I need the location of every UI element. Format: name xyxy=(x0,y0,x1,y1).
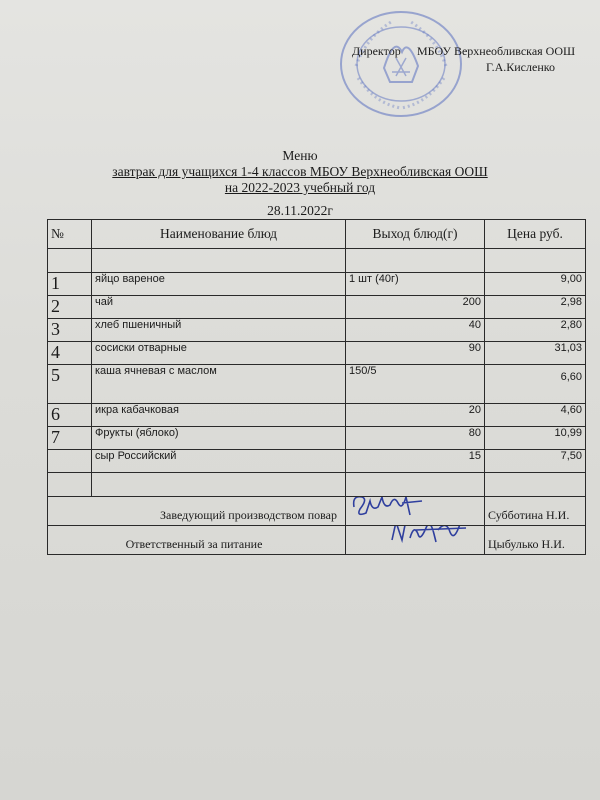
header-number: № xyxy=(48,220,92,249)
header-yield: Выход блюд(г) xyxy=(346,220,485,249)
table-row-empty xyxy=(48,473,586,497)
approval-role: Директор xyxy=(352,44,401,58)
approval-block xyxy=(352,43,582,75)
handwritten-signature xyxy=(386,526,476,549)
dish-price: 31,03 xyxy=(485,342,586,365)
row-number: 2 xyxy=(48,296,92,319)
table-row xyxy=(48,273,586,296)
dish-yield: 20 xyxy=(346,404,485,427)
signature-cell xyxy=(346,497,485,526)
dish-yield: 80 xyxy=(346,427,485,450)
signature-role: Ответственный за питание xyxy=(48,526,346,555)
table-header-row xyxy=(48,220,586,249)
dish-price: 2,98 xyxy=(485,296,586,319)
header-dish-name: Наименование блюд xyxy=(92,220,346,249)
dish-price: 10,99 xyxy=(485,427,586,450)
dish-yield: 40 xyxy=(346,319,485,342)
menu-date: 28.11.2022г xyxy=(267,203,333,218)
dish-name: хлеб пшеничный xyxy=(92,319,346,342)
table-row xyxy=(48,450,586,473)
dish-name: чай xyxy=(92,296,346,319)
row-number: 1 xyxy=(48,273,92,296)
signature-role: Заведующий производством повар xyxy=(48,497,346,526)
signature-name: Субботина Н.И. xyxy=(485,497,586,526)
row-number: 7 xyxy=(48,427,92,450)
dish-yield: 1 шт (40г) xyxy=(346,273,485,296)
row-number xyxy=(48,450,92,473)
dish-price: 6,60 xyxy=(485,365,586,404)
menu-table xyxy=(47,219,586,555)
table-row xyxy=(48,404,586,427)
signature-row xyxy=(48,526,586,555)
dish-name: сосиски отварные xyxy=(92,342,346,365)
dish-name: яйцо вареное xyxy=(92,273,346,296)
dish-name: каша ячневая с маслом xyxy=(92,365,346,404)
dish-name: икра кабачковая xyxy=(92,404,346,427)
dish-yield: 15 xyxy=(346,450,485,473)
menu-title-block xyxy=(0,148,600,219)
dish-yield: 90 xyxy=(346,342,485,365)
menu-title: Меню xyxy=(282,148,318,163)
dish-price: 9,00 xyxy=(485,273,586,296)
menu-subtitle-line1: завтрак для учащихся 1-4 классов МБОУ Верхнеобливская ООШ xyxy=(112,164,488,179)
row-number: 3 xyxy=(48,319,92,342)
signature-row xyxy=(48,497,586,526)
table-row-empty xyxy=(48,249,586,273)
row-number: 4 xyxy=(48,342,92,365)
dish-price: 2,80 xyxy=(485,319,586,342)
header-price: Цена руб. xyxy=(485,220,586,249)
approval-org: МБОУ Верхнеобливская ООШ xyxy=(417,44,576,58)
row-number: 5 xyxy=(48,365,92,404)
table-row xyxy=(48,319,586,342)
approval-name: Г.А.Кисленко xyxy=(486,60,555,74)
table-row xyxy=(48,365,586,404)
menu-subtitle-line2: на 2022-2023 учебный год xyxy=(224,180,376,195)
dish-name: Фрукты (яблоко) xyxy=(92,427,346,450)
table-row xyxy=(48,342,586,365)
signature-name: Цыбулько Н.И. xyxy=(485,526,586,555)
dish-price: 4,60 xyxy=(485,404,586,427)
dish-name: сыр Российский xyxy=(92,450,346,473)
row-number: 6 xyxy=(48,404,92,427)
handwritten-signature xyxy=(350,497,430,522)
dish-yield: 150/5 xyxy=(346,365,485,404)
dish-yield: 200 xyxy=(346,296,485,319)
table-row xyxy=(48,296,586,319)
table-row xyxy=(48,427,586,450)
dish-price: 7,50 xyxy=(485,450,586,473)
signature-cell xyxy=(346,526,485,555)
